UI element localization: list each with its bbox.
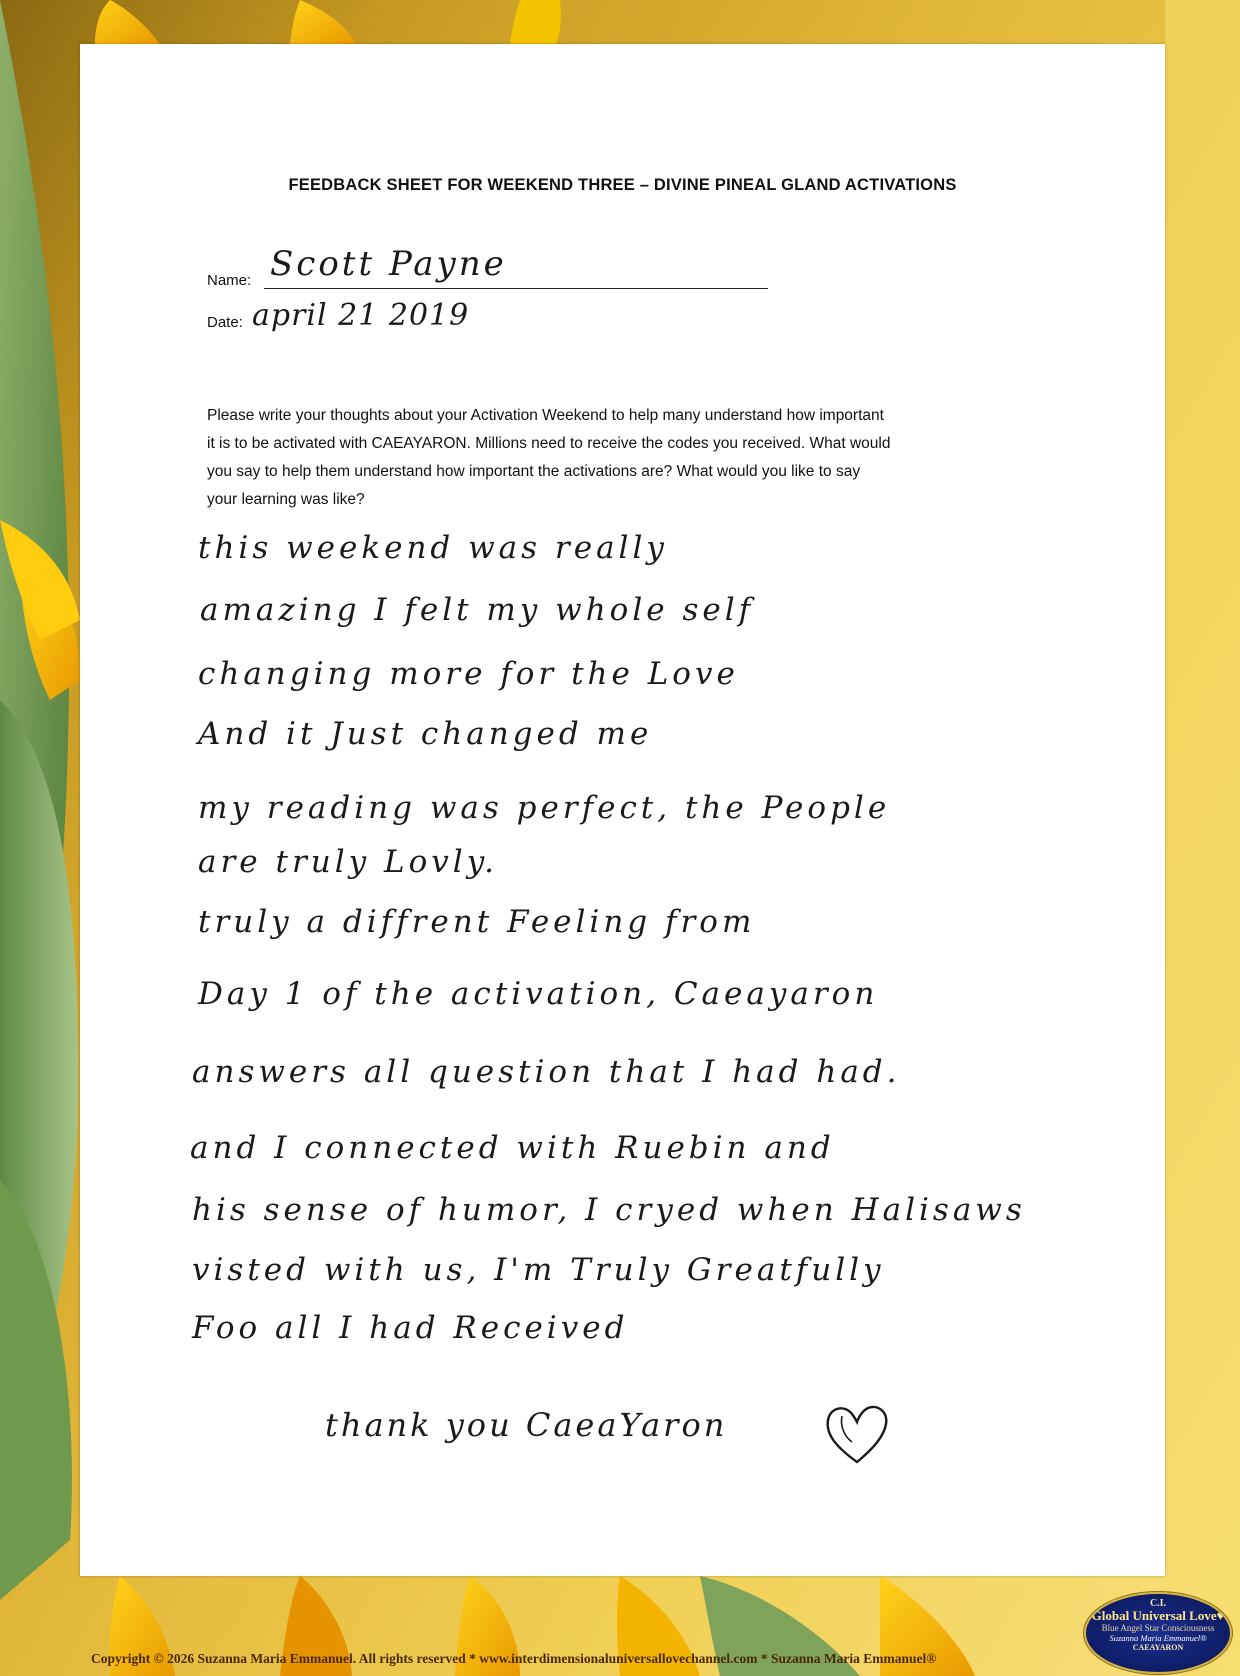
response-line: amazing I felt my whole self <box>200 592 755 628</box>
badge-line: Suzanna Maria Emmanuel® <box>1109 1633 1207 1643</box>
response-line: visted with us, I'm Truly Greatfully <box>192 1252 885 1288</box>
heart-icon <box>822 1402 892 1468</box>
date-value: april 21 2019 <box>252 298 470 333</box>
prompt-line: your learning was like? <box>207 491 365 508</box>
response-line: And it Just changed me <box>198 716 653 752</box>
response-line: truly a diffrent Feeling from <box>198 904 756 940</box>
response-line: are truly Lovly. <box>198 844 498 880</box>
name-value: Scott Payne <box>270 244 507 284</box>
badge-line: C.I. <box>1149 1598 1167 1609</box>
petal-shape <box>510 0 561 44</box>
date-label: Date: <box>207 314 243 331</box>
response-line: Day 1 of the activation, Caeayaron <box>198 976 879 1012</box>
global-universal-love-logo <box>1084 1592 1232 1674</box>
badge-line: Global Universal Love♥ <box>1091 1608 1225 1623</box>
prompt-line: it is to be activated with CAEAYARON. Millions need to receive the codes you received. What would <box>207 435 891 452</box>
sheet-title: FEEDBACK SHEET FOR WEEKEND THREE – DIVINE PINEAL GLAND ACTIVATIONS <box>288 176 957 194</box>
response-line: and I connected with Ruebin and <box>190 1130 835 1166</box>
petal-shape <box>290 0 355 44</box>
response-line: this weekend was really <box>198 530 668 566</box>
name-label: Name: <box>207 272 252 289</box>
response-line: changing more for the Love <box>198 656 739 692</box>
badge-line: CAEAYARON <box>1132 1643 1184 1652</box>
response-line: his sense of humor, I cryed when Halisaws <box>192 1192 1026 1228</box>
feedback-sheet <box>80 44 1165 1576</box>
prompt-line: you say to help them understand how important the activations are? What would you like to say <box>207 463 861 480</box>
petal-shape <box>95 0 160 44</box>
response-line: my reading was perfect, the People <box>198 790 891 826</box>
response-line: answers all question that I had had. <box>192 1054 901 1090</box>
handwritten-response <box>80 44 1165 1576</box>
copyright-footer: Copyright © 2026 Suzanna Maria Emmanuel. All rights reserved * www.interdimensionaluniversallovechannel.com * Suzanna Maria Emmanuel® <box>91 1651 937 1666</box>
signoff: thank you CaeaYaron <box>325 1406 728 1444</box>
badge-line: Blue Angel Star Consciousness <box>1101 1623 1215 1633</box>
prompt-line: Please write your thoughts about your Activation Weekend to help many understand how important <box>207 407 884 424</box>
response-line: Foo all I had Received <box>192 1310 629 1346</box>
